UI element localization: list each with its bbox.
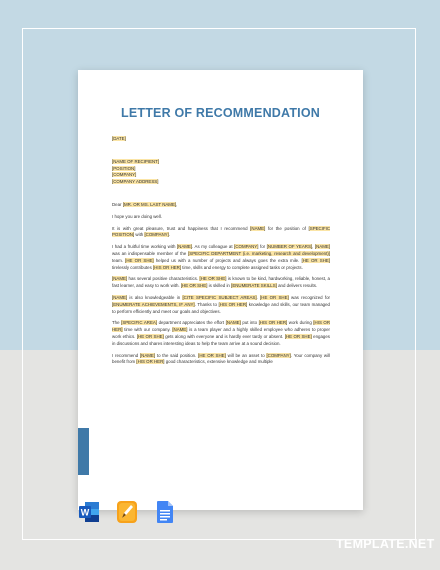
text-run: for [258, 244, 267, 250]
text-run: is also knowledgeable in [127, 294, 183, 300]
address-line: [COMPANY] [112, 172, 137, 178]
text-run: is known to be kind, hardworking, reliable, honest, a fast learner, and easy to work with. [112, 276, 330, 289]
text-run: time, skills and energy to complete assigned tasks or projects. [181, 264, 303, 270]
text-run: engages in discussions and shares interesting ideas to help the team arrive at a sound decision. [112, 333, 330, 346]
text-run: for the position of [265, 225, 309, 231]
recipient-address [112, 159, 330, 186]
address-line: [COMPANY ADDRESS] [112, 179, 159, 185]
placeholder-field: [NAME] [314, 244, 330, 250]
paragraph-6 [112, 353, 330, 367]
placeholder-field: [HE OR SHE] [198, 352, 226, 358]
text-run: I recommend [112, 352, 140, 358]
text-run: good characteristics, extensive knowledge and multiple [164, 359, 273, 365]
letter-body [112, 136, 330, 371]
placeholder-field: [NAME] [172, 327, 188, 333]
document-title: LETTER OF RECOMMENDATION [120, 106, 320, 120]
placeholder-field: [HE OR SHE] [125, 257, 154, 263]
text-run: will be an asset to [225, 352, 267, 358]
google-docs-icon[interactable] [154, 500, 176, 524]
text-run: to the said position. [155, 352, 199, 358]
text-run: put into [240, 320, 259, 326]
placeholder-field: [NAME] [112, 276, 128, 282]
text-run: department appreciates the effort [157, 320, 226, 326]
placeholder-field: [NAME] [225, 320, 241, 326]
address-line: [POSITION] [112, 165, 136, 171]
placeholder-field: [HE OR SHE] [260, 294, 289, 300]
paragraph-3 [112, 276, 330, 290]
paragraph-4 [112, 295, 330, 315]
text-run: It is with great pleasure, trust and happiness that I recommend [112, 225, 251, 231]
paragraph-1 [112, 226, 330, 240]
placeholder-field: [HE OR SHE] [284, 333, 312, 339]
placeholder-field: [NAME] [139, 352, 156, 358]
text-run: I had a fruitful time working with [112, 244, 177, 250]
text-run: is skilled in [207, 283, 232, 289]
placeholder-field: [NAME] [176, 244, 193, 250]
brand-logo[interactable]: TEMPLATE.NET [336, 537, 435, 551]
address-line: [NAME OF RECIPIENT] [112, 158, 160, 164]
placeholder-field: [HIS OR HER] [218, 301, 248, 307]
text-run: . [256, 294, 261, 300]
placeholder-field: [ENUMERATE SKILLS] [231, 283, 277, 289]
greeting: I hope you are doing well. [112, 213, 163, 219]
placeholder-field: [COMPANY] [234, 244, 259, 250]
text-run: . As my colleague at [192, 244, 235, 250]
text-run: is a team player and a highly skilled employee who adheres to proper work ethics. [112, 327, 330, 339]
placeholder-field: [HE OR SHE] [199, 276, 227, 282]
placeholder-field: [SPECIFIC POSITION] [112, 225, 331, 238]
accent-bar [78, 428, 89, 475]
placeholder-field: [NUMBER OF YEARS] [266, 244, 313, 250]
text-run: tirelessly contributes [112, 264, 153, 270]
format-icons [78, 500, 176, 526]
text-run: helped us with a number of projects and always goes the extra mile. [153, 257, 302, 263]
text-run: . Thanks to [194, 301, 219, 307]
text-run: with [134, 232, 145, 238]
placeholder-field: [HE OR SHE] [301, 257, 331, 263]
placeholder-field: [HIS OR HER] [112, 320, 330, 333]
word-icon[interactable] [78, 500, 100, 524]
text-run: work during [287, 320, 314, 326]
placeholder-field: [HE OR SHE] [136, 333, 164, 339]
text-run: has several positive characteristics. [127, 276, 200, 282]
placeholder-field: [NAME] [250, 225, 266, 231]
date-field: [DATE] [112, 136, 126, 141]
placeholder-field: [HIS OR HER] [136, 359, 165, 365]
paragraph-5 [112, 320, 330, 347]
svg-text:W: W [80, 507, 90, 518]
text-run: was an indispensable member of the [112, 250, 189, 256]
text-run: and delivers results. [276, 283, 318, 289]
placeholder-field: [COMPANY] [144, 232, 169, 238]
placeholder-field: [SPECIFIC DEPARTMENT (i.e. marketing, research and development)] [188, 250, 330, 256]
placeholder-field: [ENUMERATE ACHIEVEMENTS, IF ANY] [112, 301, 195, 307]
document-page [78, 70, 363, 510]
text-run: team. [112, 257, 126, 263]
pages-icon[interactable] [116, 500, 138, 524]
text-run: was recognized for [288, 294, 331, 300]
placeholder-field: [SPECIFIC AREA] [121, 320, 158, 326]
text-run: The [112, 320, 122, 326]
text-run: . [168, 232, 171, 238]
text-run: gets along with everyone and is hardly ever tardy or absent. [163, 333, 285, 339]
placeholder-field: [CITE SPECIFIC SUBJECT AREAS] [182, 294, 257, 300]
placeholder-field: [HIS OR HER] [153, 264, 182, 270]
placeholder-field: [HIS OR HER] [258, 320, 288, 326]
paragraph-2 [112, 244, 330, 271]
text-run: , [312, 244, 315, 250]
placeholder-field: [HE OR SHE] [180, 283, 208, 289]
text-run: time with our company. [122, 327, 173, 333]
placeholder-field: [COMPANY] [266, 352, 291, 358]
placeholder-field: [NAME] [112, 294, 128, 300]
text-run: . Your company will benefit from [112, 352, 331, 365]
salutation: Dear [MR. OR MS. LAST NAME], [112, 201, 178, 207]
text-run: knowledge and skills, our team managed to perform efficiently and meet our goals and objectives. [112, 301, 330, 314]
